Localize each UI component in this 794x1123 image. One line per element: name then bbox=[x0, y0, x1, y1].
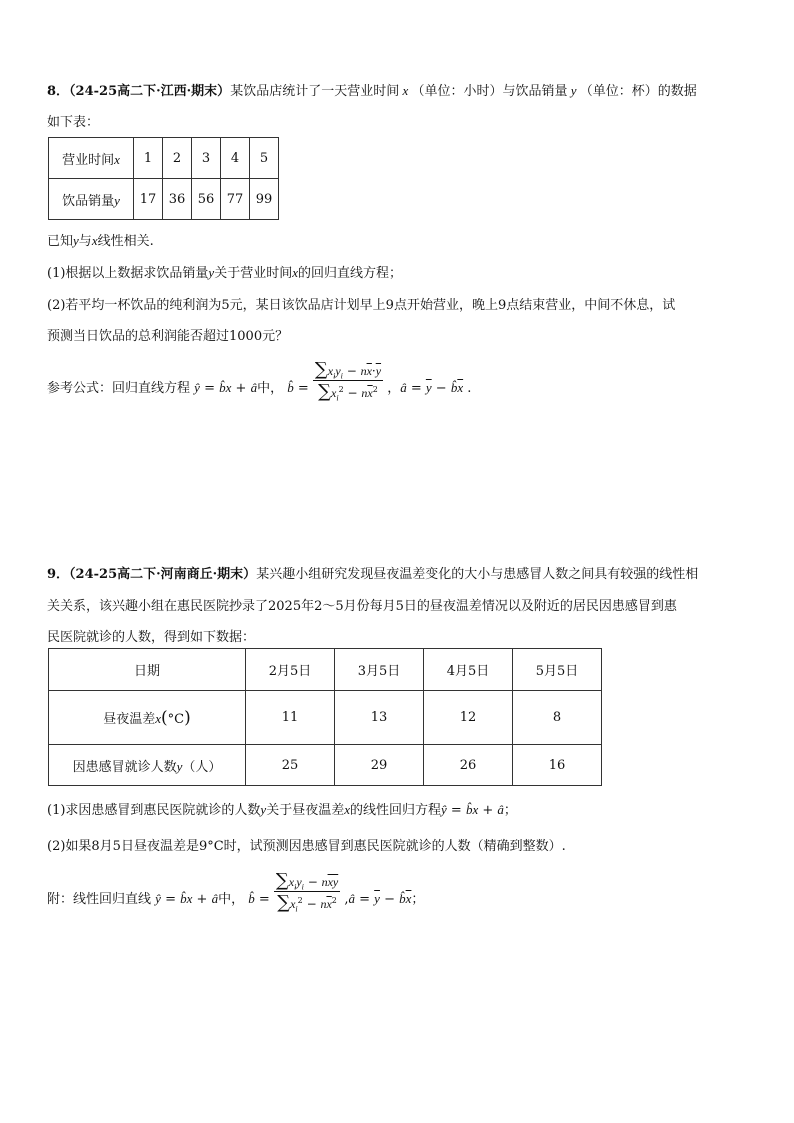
q9-data-table bbox=[48, 648, 602, 786]
q9-source: （24-25高二下·河南商丘·期末） bbox=[69, 567, 257, 582]
q8-formula-label: 参考公式：回归直线方程 bbox=[47, 381, 191, 397]
q8-x-cell: 5 bbox=[250, 138, 279, 179]
q8-y-cell: 36 bbox=[163, 179, 192, 220]
q8-y-cell: 17 bbox=[134, 179, 163, 220]
q8-part2-line1: (2)若平均一杯饮品的纯利润为5元，某日该饮品店计划早上9点开始营业，晚上9点结束营业，中间不休息，试 bbox=[47, 298, 676, 313]
q9-temp-cell: 13 bbox=[335, 691, 424, 745]
q8-row-label-time: 营业时间x bbox=[49, 138, 134, 179]
q9-appendix-zhong: 中， bbox=[218, 892, 245, 908]
q9-stem-line2: 关关系，该兴趣小组在惠民医院抄录了2025年2～5月份每月5日的昼夜温差情况以及附近的居民因患感冒到惠 bbox=[47, 599, 677, 614]
q9-patient-cell: 29 bbox=[335, 745, 424, 786]
q8-row-label-sales: 饮品销量y bbox=[49, 179, 134, 220]
q8-part2-line2: 预测当日饮品的总利润能否超过1000元？ bbox=[47, 329, 289, 344]
q9-patient-cell: 16 bbox=[513, 745, 602, 786]
q8-y-cell: 99 bbox=[250, 179, 279, 220]
q8-x-cell: 3 bbox=[192, 138, 221, 179]
q9-number: 9． bbox=[47, 567, 70, 582]
q8-reference-formula: 参考公式：回归直线方程 ŷ = b̂x + â中， b̂ = $\frac{\sum x_iy_i - n\overline{x}\cdot\overline{y}}{\sum x_i^2 - n\overline{x}^2}$ ，â = $\overline{y}$ − $b̂\overline{x}$ . bbox=[47, 359, 472, 403]
q9-appendix-formula: 附：线性回归直线 ŷ = b̂x + â中， b̂ = $\frac{\sum x_iy_i - n\overline{xy}}{\sum x_i^2 - n\overline{x}^2}$ ,â = $\overline{y}$ − $b̂\overline{x}$； bbox=[47, 870, 425, 914]
q9-b-hat-fraction: $\frac{\sum x_iy_i - n\overline{xy}}{\sum x_i^2 - n\overline{x}^2}$ bbox=[275, 870, 339, 914]
q9-temp-cell: 12 bbox=[424, 691, 513, 745]
q8-b-hat-fraction: $\frac{\sum x_iy_i - n\overline{x}\cdot\overline{y}}{\sum x_i^2 - n\overline{x}^2}$ bbox=[314, 359, 382, 403]
q9-part1: (1)求因患感冒到惠民医院就诊的人数y关于昼夜温差x的线性回归方程ŷ = b̂x + â； bbox=[47, 802, 517, 818]
q8-number: 8． bbox=[47, 84, 70, 99]
q8-source: （24-25高二下·江西·期末） bbox=[69, 84, 231, 99]
q8-known: 已知y与x线性相关. bbox=[47, 233, 154, 249]
q9-patient-cell: 25 bbox=[246, 745, 335, 786]
q8-x-cell: 4 bbox=[221, 138, 250, 179]
q9-stem-line3: 民医院就诊的人数，得到如下数据： bbox=[47, 630, 256, 645]
q9-header-cell: 4月5日 bbox=[424, 649, 513, 691]
q9-row-label-patients: 因患感冒就诊人数y（人） bbox=[49, 745, 246, 786]
q8-intro-c: （单位：杯）的数据 bbox=[579, 84, 697, 99]
q8-x-cell: 1 bbox=[134, 138, 163, 179]
q9-patient-cell: 26 bbox=[424, 745, 513, 786]
q8-y-cell: 77 bbox=[221, 179, 250, 220]
q8-data-table bbox=[48, 137, 279, 220]
q9-part2: (2)如果8月5日昼夜温差是9°C时，试预测因患感冒到惠民医院就诊的人数（精确到整数）. bbox=[47, 839, 566, 854]
q9-row-label-temp: 昼夜温差x(°C) bbox=[49, 691, 246, 745]
q8-stem-line1: 8．（24-25高二下·江西·期末）某饮品店统计了一天营业时间 x （单位：小时）与饮品销量 y （单位：杯）的数据 bbox=[47, 83, 697, 99]
q9-header-cell: 2月5日 bbox=[246, 649, 335, 691]
q8-formula-zhong: 中， bbox=[257, 381, 284, 397]
q9-header-cell: 3月5日 bbox=[335, 649, 424, 691]
q9-header-cell: 5月5日 bbox=[513, 649, 602, 691]
q9-temp-cell: 11 bbox=[246, 691, 335, 745]
q8-intro-a: 某饮品店统计了一天营业时间 bbox=[230, 84, 400, 99]
q9-temp-cell: 8 bbox=[513, 691, 602, 745]
q8-intro-b: （单位：小时）与饮品销量 bbox=[411, 84, 568, 99]
q9-stem-line1: 9．（24-25高二下·河南商丘·期末）某兴趣小组研究发现昼夜温差变化的大小与患感冒人数之间具有较强的线性相 bbox=[47, 567, 699, 582]
q8-x-cell: 2 bbox=[163, 138, 192, 179]
q8-stem-line2: 如下表： bbox=[47, 115, 100, 130]
q8-part1: (1)根据以上数据求饮品销量y关于营业时间x的回归直线方程； bbox=[47, 265, 403, 281]
q9-appendix-label: 附：线性回归直线 bbox=[47, 892, 152, 908]
q9-header-date: 日期 bbox=[49, 649, 246, 691]
q8-y-cell: 56 bbox=[192, 179, 221, 220]
